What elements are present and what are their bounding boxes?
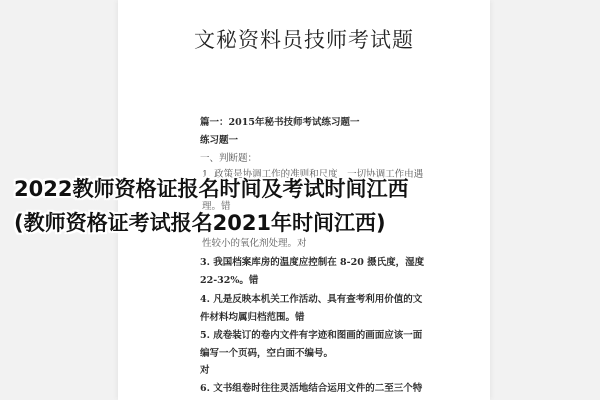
document-title: 文秘资料员技师考试题 bbox=[194, 28, 414, 52]
question-6-line-1: 6. 文书组卷时往往灵活地结合运用文件的二至三个特 bbox=[200, 383, 423, 394]
question-5-line-2: 编写一个页码，空白面不编号。 bbox=[200, 348, 334, 359]
question-3-line-2: 22-32%。错 bbox=[200, 275, 259, 286]
question-2-line-tail: 性较小的氧化剂处理。对 bbox=[202, 238, 307, 249]
question-5-line-3: 对 bbox=[200, 365, 210, 376]
question-1-line-1: 1. 政策是协调工作的准则和尺度，一切协调工作由遇 bbox=[202, 169, 424, 180]
question-4-line-1: 4. 凡是反映本机关工作活动、具有查考利用价值的文 bbox=[200, 294, 423, 305]
question-4-line-2: 件材料均属归档范围。错 bbox=[200, 312, 305, 323]
question-5-line-1: 5. 成卷装订的卷内文件有字迹和图画的画面应该一面 bbox=[200, 330, 423, 341]
chapter-heading: 篇一：2015年秘书技师考试练习题一 bbox=[200, 117, 360, 128]
exercise-heading: 练习题一 bbox=[200, 135, 239, 146]
question-3-line-1: 3. 我国档案库房的温度应控制在 8-20 摄氏度，湿度 bbox=[200, 257, 425, 268]
overlay-title-line-1: 2022教师资格证报名时间及考试时间江西 bbox=[14, 177, 409, 201]
question-1-line-2: 理。错 bbox=[202, 201, 231, 212]
section-heading: 一、判断题： bbox=[200, 153, 258, 164]
overlay-title bbox=[14, 172, 594, 240]
overlay-title-line-2: (教师资格证考试报名2021年时间江西) bbox=[14, 211, 386, 235]
